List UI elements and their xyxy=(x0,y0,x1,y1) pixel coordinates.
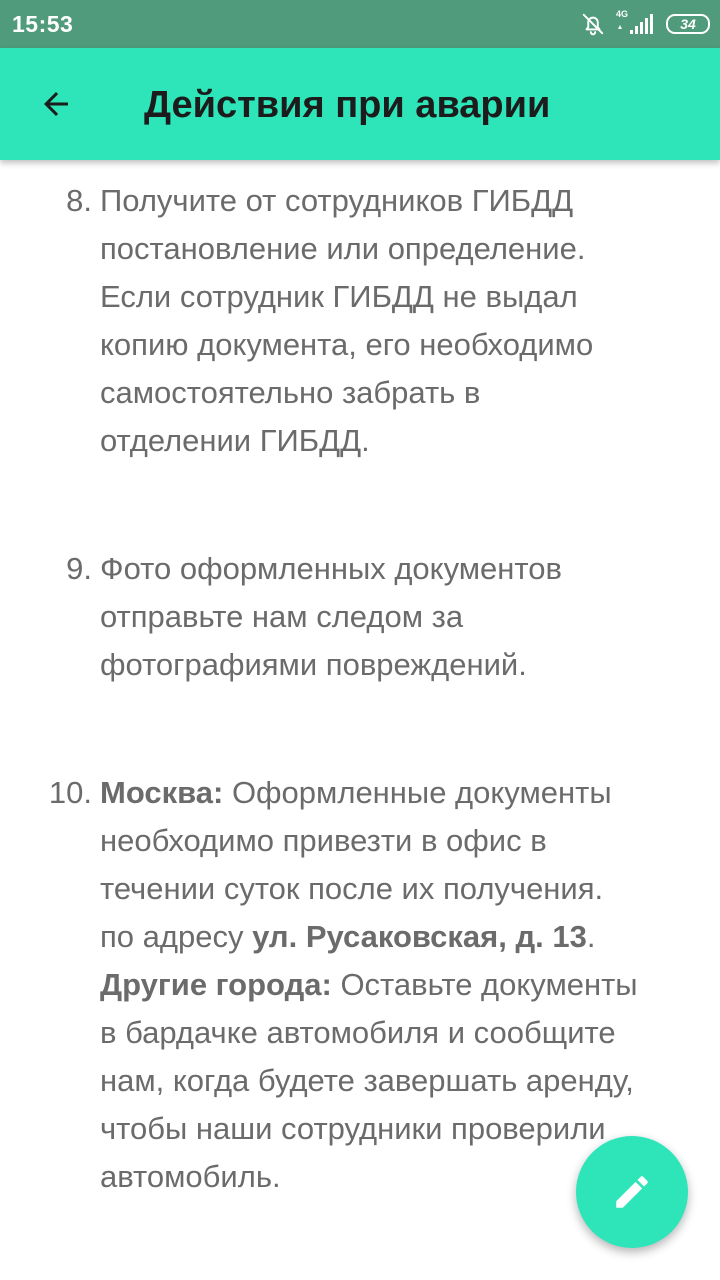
instructions-list[interactable] xyxy=(0,160,720,1280)
step-number: 10. xyxy=(48,775,92,810)
arrow-back-icon xyxy=(38,86,74,122)
app-bar xyxy=(0,48,720,160)
status-icons xyxy=(580,10,710,38)
edit-fab-button[interactable] xyxy=(576,1136,688,1248)
step-text: Получите от сотрудников ГИБДД постановление или определение. Если сотрудник ГИБДД не выдал копию документа, его необходимо самостоятельно забрать в отделении ГИБДД. xyxy=(100,183,594,458)
edit-pencil-icon xyxy=(611,1171,653,1213)
notifications-muted-icon xyxy=(580,11,606,37)
page-title: Действия при аварии xyxy=(144,84,551,126)
status-bar xyxy=(0,0,720,48)
battery-icon xyxy=(666,14,710,34)
signal-icon xyxy=(616,11,656,37)
step-text: Москва: Оформленные документы необходимо привезти в офис в течении суток после их получения. по адресу ул. Русаковская, д. 13. Другие города: Оставьте документы в бардачке автомобиля и сообщите нам, когда будете завершать аренду, чтобы наши сотрудники проверили автомобиль. xyxy=(100,775,638,1194)
status-time: 15:53 xyxy=(12,11,74,37)
battery-level: 34 xyxy=(680,16,696,32)
moscow-label: Москва: xyxy=(100,775,224,810)
network-type: 4G xyxy=(616,9,629,19)
step-number: 9. xyxy=(66,551,92,586)
step-number: 8. xyxy=(66,183,92,218)
back-button[interactable] xyxy=(24,72,88,136)
other-cities-label: Другие города: xyxy=(100,967,332,1002)
step-text: Фото оформленных документов отправьте нам следом за фотографиями повреждений. xyxy=(100,551,562,682)
office-address: ул. Русаковская, д. 13 xyxy=(252,919,587,954)
